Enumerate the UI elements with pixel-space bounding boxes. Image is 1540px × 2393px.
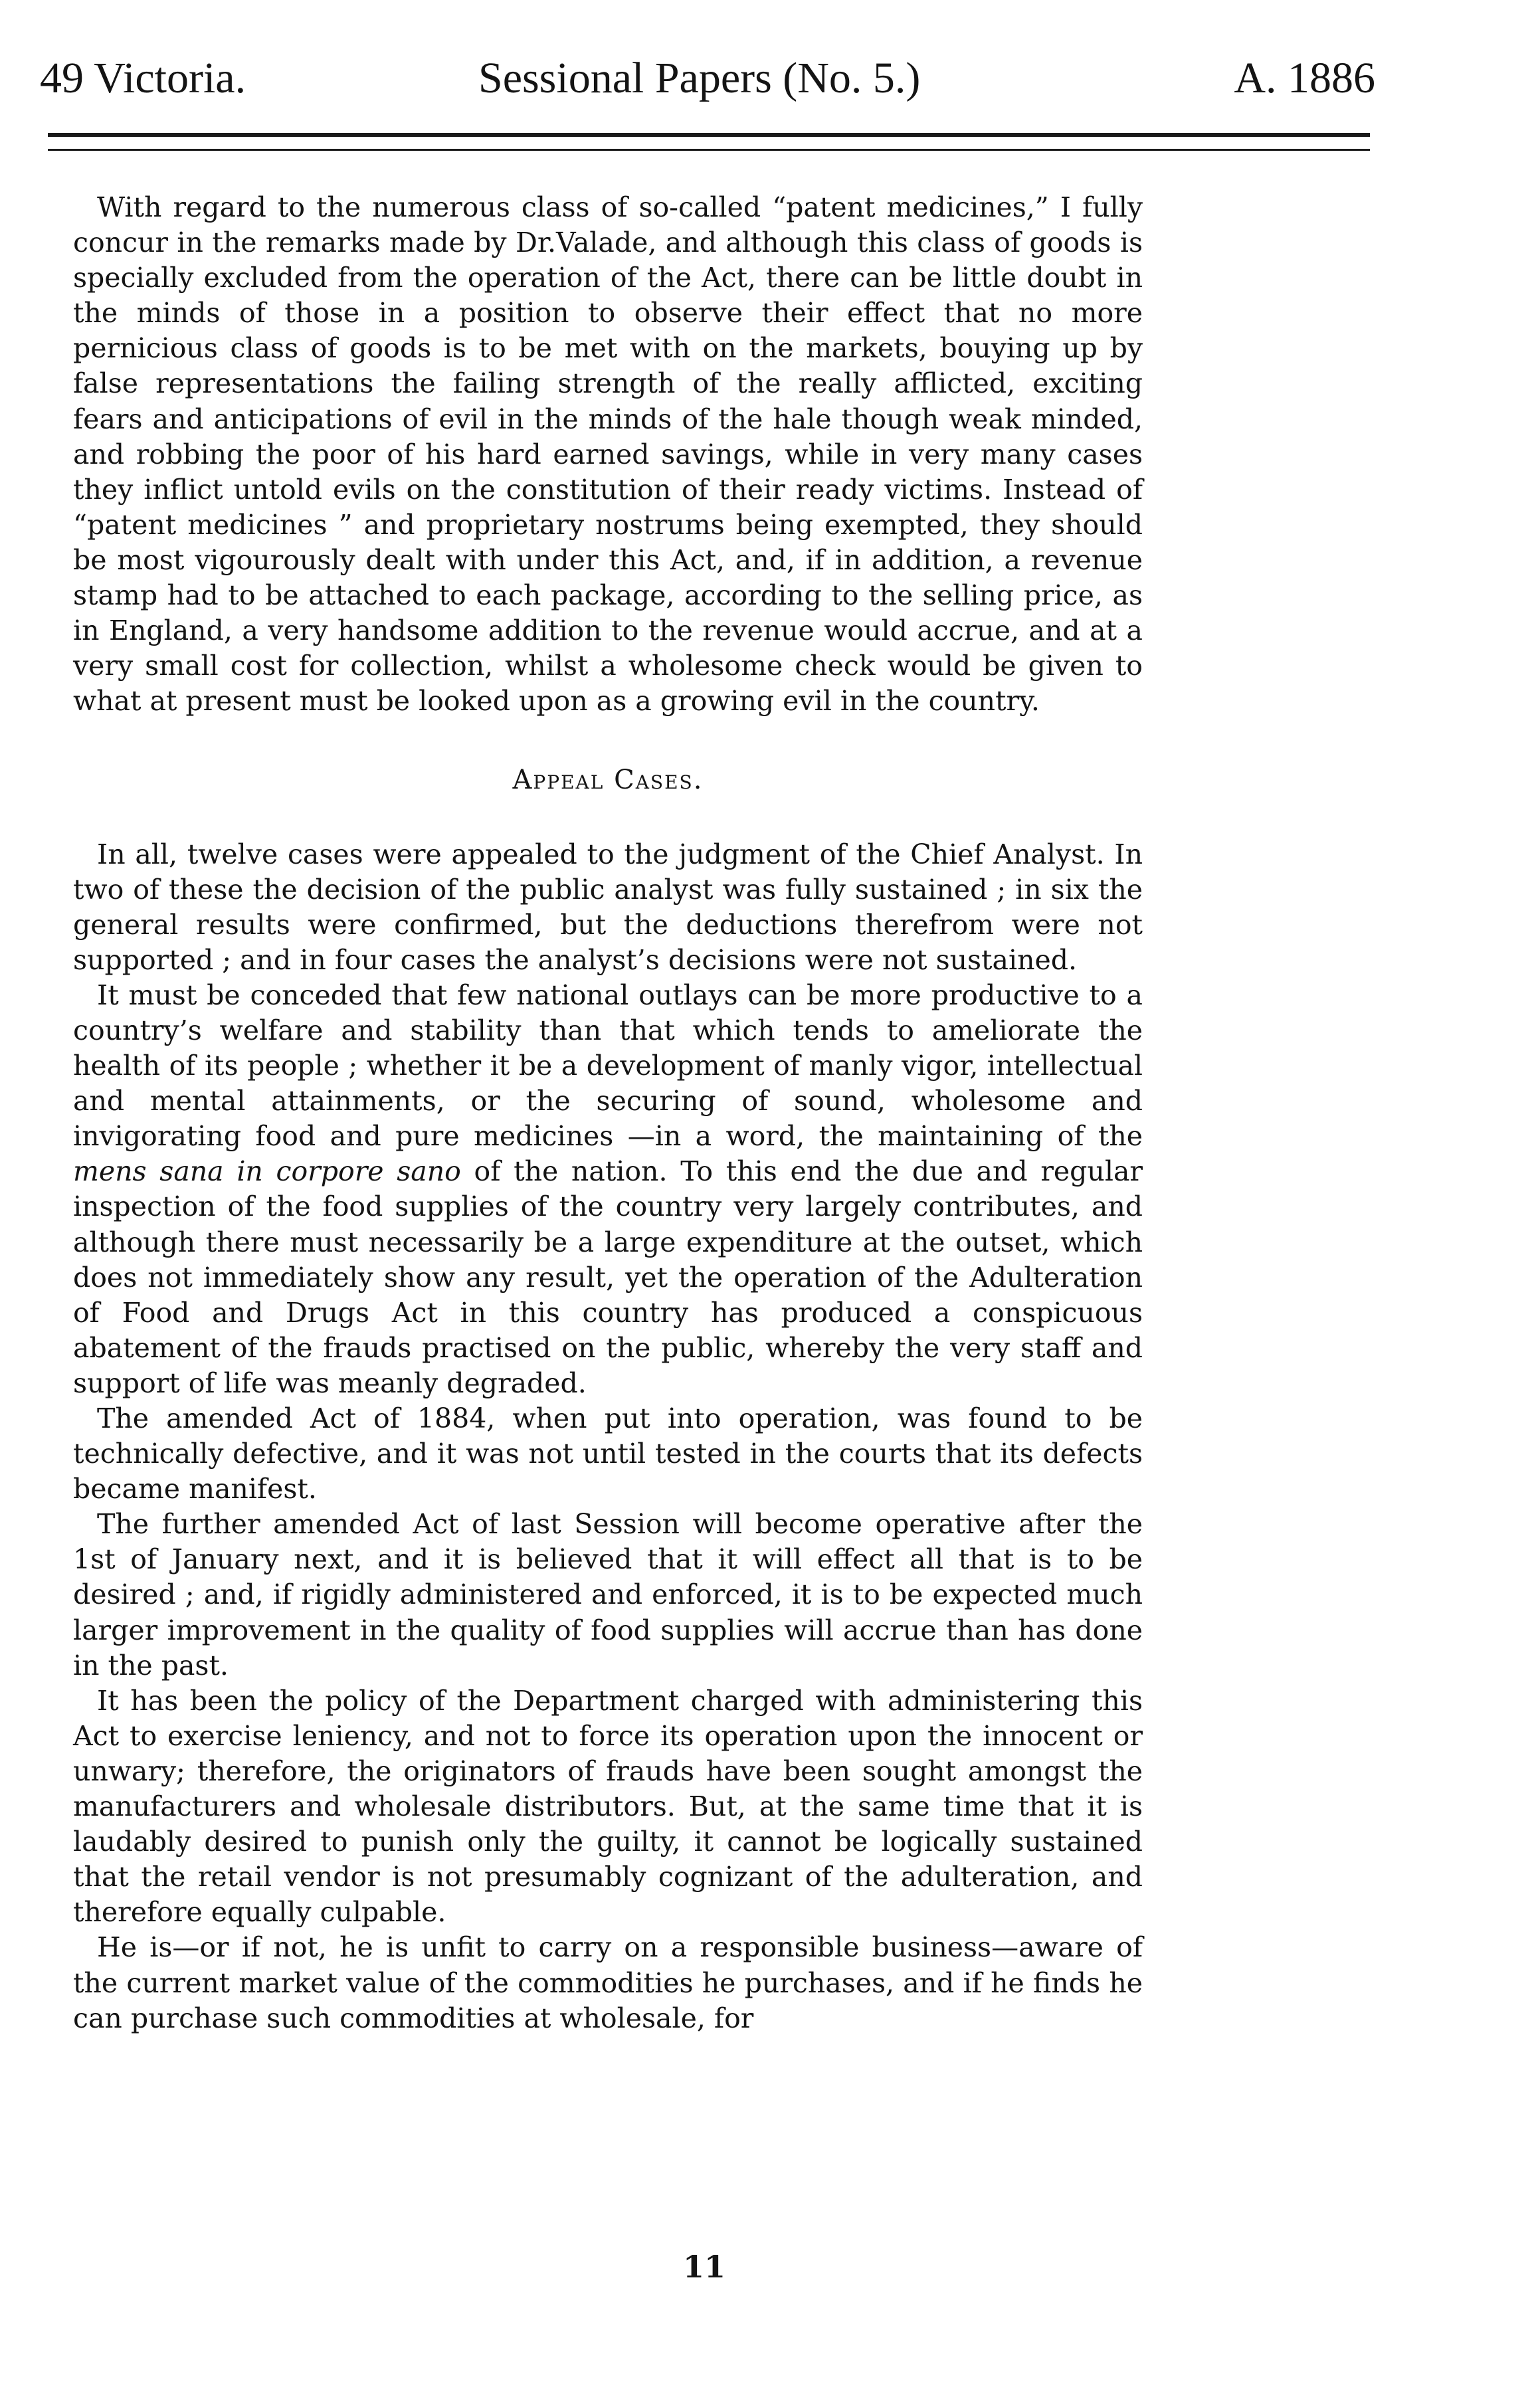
section-heading: Appeal Cases.	[512, 765, 704, 796]
header-rule-thin	[48, 149, 1370, 151]
paragraph-department-policy: It has been the policy of the Department charged with administering this Act to exercise leniency, and not to force its operation upon the innocent or unwary; therefore, the originators of frauds have been sought amongst the manufacturers and wholesale distributors. But, at the same time that it is laudably desired to punish only the guilty, it cannot be logically sustained that the retail vendor is not presumably cognizant of the adulteration, and therefore equally culpable.	[73, 1684, 1143, 1929]
paragraph-further-amended-act: The further amended Act of last Session will become operative after the 1st of January next, and it is believed that it will effect all that is to be desired ; and, if rigidly administered and enforced, it is to be expected much larger improvement in the quality of food supplies will accrue than has done in the past.	[73, 1508, 1143, 1681]
paragraph-retail-vendor: He is—or if not, he is unfit to carry on a responsible business—aware of the current market value of the commodities he purchases, and if he finds he can purchase such commodities at wholesale, for	[73, 1931, 1143, 2034]
header-title: Sessional Papers (No. 5.)	[478, 54, 921, 102]
latin-phrase: mens sana in corpore sano	[73, 1155, 461, 1188]
paragraph-amended-act-1884: The amended Act of 1884, when put into operation, was found to be technically defective, and it was not until tested in the courts that its defects became manifest.	[73, 1402, 1143, 1505]
paragraph-patent-medicines: With regard to the numerous class of so-called “patent medicines,” I fully concur in the remarks made by Dr.Valade, and although this class of goods is specially excluded from the operation of the Act, there can be little doubt in the minds of those in a position to observe their effect that no more pernicious class of goods is to be met with on the markets, bouying up by false representations the failing strength of the really afflicted, exciting fears and anticipations of evil in the minds of the hale though weak minded, and robbing the poor of his hard earned savings, while in very many cases they inflict untold evils on the constitution of their ready victims. Instead of “patent medicines ” and proprietary nostrums being exempted, they should be most vigourously dealt with under this Act, and, if in addition, a revenue stamp had to be attached to each package, according to the selling price, as in England, a very handsome addition to the revenue would accrue, and at a very small cost for collection, whilst a wholesome check would be given to what at present must be looked upon as a growing evil in the country.	[73, 191, 1143, 718]
header-year: A. 1886	[1234, 54, 1375, 102]
running-header	[40, 40, 1375, 113]
text-run: of the nation. To this end the due and regular inspection of the food supplies of the country very largely contributes, and although there must necessarily be a large expenditure at the outset, which does not immediately show any result, yet the operation of the Adulteration of Food and Drugs Act in this country has produced a conspicuous abatement of the frauds practised on the public, whereby the very staff and support of life was meanly degraded.	[73, 1155, 1143, 1399]
header-volume: 49 Victoria.	[40, 54, 246, 102]
header-rule-thick	[48, 133, 1370, 137]
paragraph-national-outlays	[73, 978, 1143, 1401]
text-run: It must be conceded that few national outlays can be more productive to a country’s welfare and stability than that which tends to ameliorate the health of its people ; whether it be a development of manly vigor, intellectual and mental attainments, or the securing of sound, wholesome and invigorating food and pure medicines —in a word, the maintaining of the	[73, 979, 1143, 1153]
paragraph-appeal-cases: In all, twelve cases were appealed to the judgment of the Chief Analyst. In two of these the decision of the public analyst was fully sustained ; in six the general results were confirmed, but the deductions therefrom were not supported ; and in four cases the analyst’s decisions were not sustained.	[73, 838, 1143, 976]
page-body	[73, 190, 1143, 2036]
page-number: 11	[682, 2249, 725, 2285]
